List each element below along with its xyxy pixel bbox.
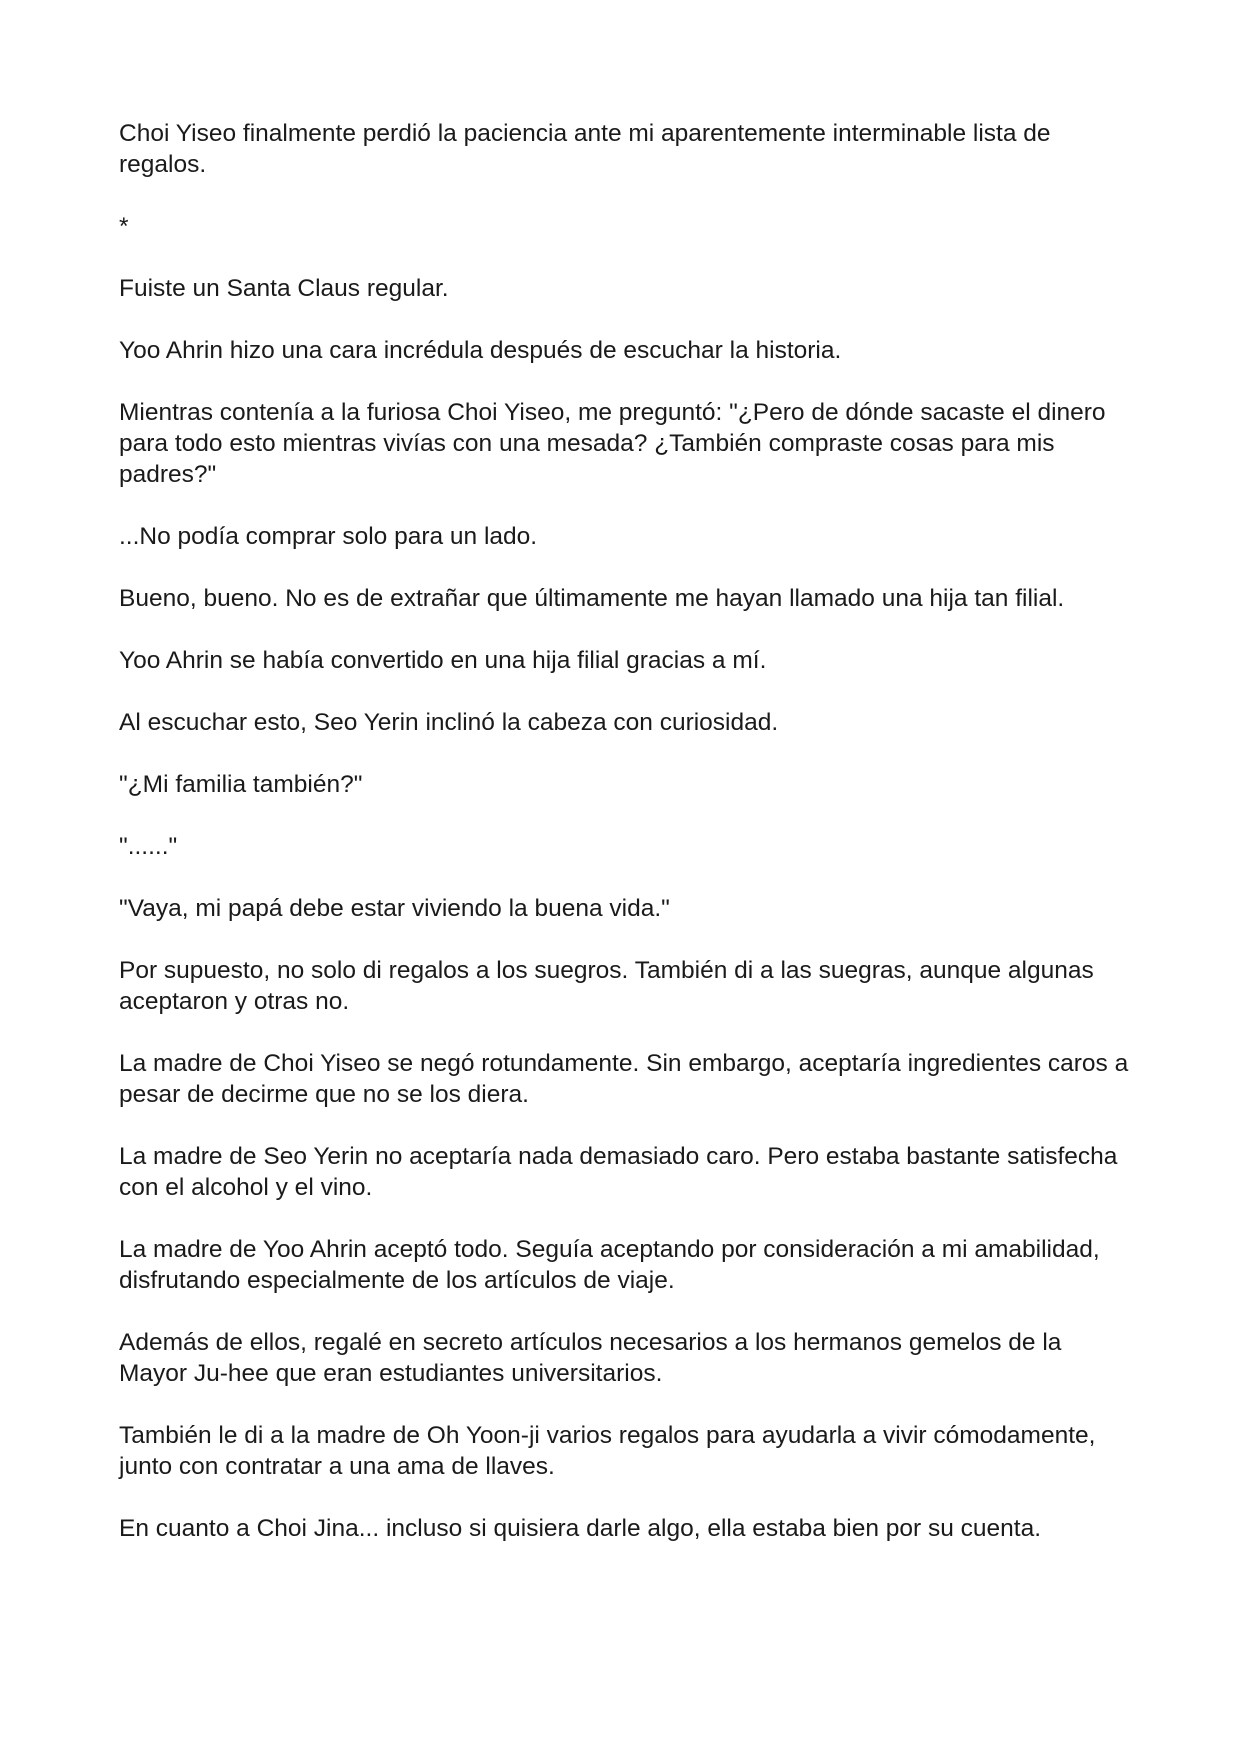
paragraph: La madre de Choi Yiseo se negó rotundamente. Sin embargo, aceptaría ingredientes caros a pesar de decirme que no se los diera.	[119, 1050, 1129, 1108]
paragraph: *	[119, 213, 129, 240]
paragraph: "¿Mi familia también?"	[119, 771, 363, 798]
paragraph: Yoo Ahrin se había convertido en una hija filial gracias a mí.	[119, 647, 767, 674]
paragraph: Al escuchar esto, Seo Yerin inclinó la cabeza con curiosidad.	[119, 709, 779, 736]
paragraph: Por supuesto, no solo di regalos a los suegros. También di a las suegras, aunque algunas aceptaron y otras no.	[119, 957, 1094, 1015]
paragraph: ...No podía comprar solo para un lado.	[119, 523, 538, 550]
paragraph: Bueno, bueno. No es de extrañar que últimamente me hayan llamado una hija tan filial.	[119, 585, 1065, 612]
paragraph: "......"	[119, 833, 178, 860]
document-body	[119, 118, 1129, 1575]
paragraph: "Vaya, mi papá debe estar viviendo la buena vida."	[119, 895, 670, 922]
paragraph: Fuiste un Santa Claus regular.	[119, 275, 449, 302]
paragraph: Mientras contenía a la furiosa Choi Yiseo, me preguntó: "¿Pero de dónde sacaste el dinero para todo esto mientras vivías con una mesada? ¿También compraste cosas para mis padres?"	[119, 399, 1106, 488]
paragraph: La madre de Yoo Ahrin aceptó todo. Seguía aceptando por consideración a mi amabilidad, disfrutando especialmente de los artículos de viaje.	[119, 1236, 1100, 1294]
paragraph: Choi Yiseo finalmente perdió la paciencia ante mi aparentemente interminable lista de regalos.	[119, 120, 1051, 178]
paragraph: También le di a la madre de Oh Yoon-ji varios regalos para ayudarla a vivir cómodamente, junto con contratar a una ama de llaves.	[119, 1422, 1096, 1480]
paragraph: Además de ellos, regalé en secreto artículos necesarios a los hermanos gemelos de la Mayor Ju-hee que eran estudiantes universitarios.	[119, 1329, 1062, 1387]
paragraph: En cuanto a Choi Jina... incluso si quisiera darle algo, ella estaba bien por su cuenta.	[119, 1515, 1042, 1542]
paragraph: Yoo Ahrin hizo una cara incrédula después de escuchar la historia.	[119, 337, 842, 364]
paragraph: La madre de Seo Yerin no aceptaría nada demasiado caro. Pero estaba bastante satisfecha con el alcohol y el vino.	[119, 1143, 1118, 1201]
